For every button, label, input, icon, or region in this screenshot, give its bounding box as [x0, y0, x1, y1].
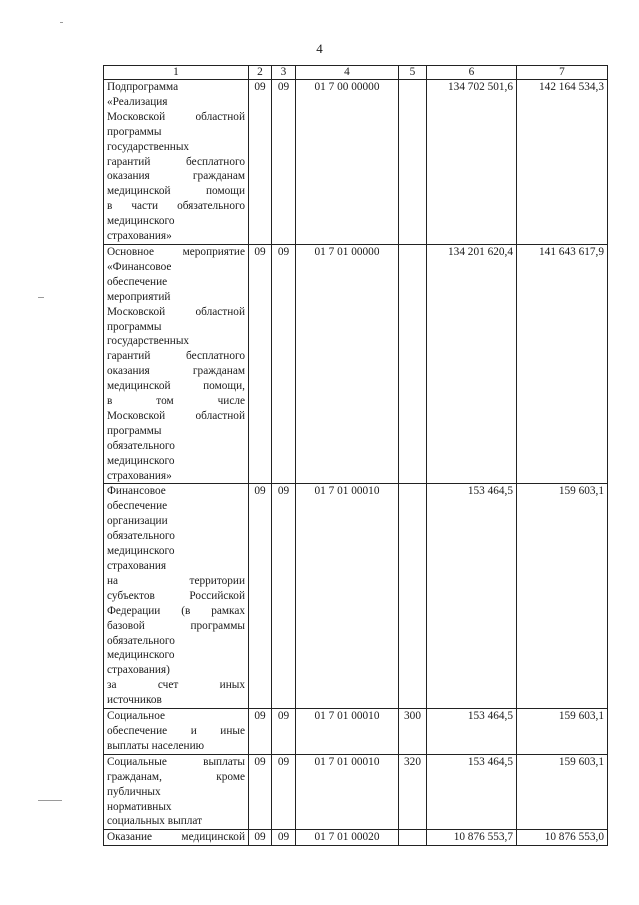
expense-type-cell: 300: [399, 709, 427, 755]
row-name-line: программы: [107, 424, 162, 437]
row-name-line: в части обязательного: [107, 200, 245, 213]
row-name-line: нормативных: [107, 800, 172, 813]
row-name-line: государственных: [107, 335, 190, 348]
target-article-cell: 01 7 01 00020: [296, 830, 399, 846]
amount-year2-cell: 10 876 553,0: [517, 830, 608, 846]
row-name-line: обеспечение и иные: [107, 724, 245, 737]
amount-year1-cell: 10 876 553,7: [427, 830, 517, 846]
scan-mark: [38, 800, 62, 801]
column-header: 3: [272, 66, 296, 80]
row-name-line: программы: [107, 125, 162, 138]
expense-type-cell: [399, 484, 427, 709]
section-code-cell: 09: [249, 484, 272, 709]
row-name-line: Московской областной: [107, 409, 245, 422]
row-name-line: в том числе: [107, 395, 245, 408]
row-name-line: медицинского: [107, 545, 175, 558]
column-header: 2: [249, 66, 272, 80]
row-name-cell: [104, 80, 249, 245]
row-name-line: Основное мероприятие: [107, 245, 245, 258]
row-name-line: Социальное: [107, 710, 166, 723]
section-code-cell: 09: [249, 830, 272, 846]
row-name-line: медицинского: [107, 649, 175, 662]
row-name-line: Подпрограмма: [107, 81, 179, 93]
amount-year2-cell: 159 603,1: [517, 484, 608, 709]
row-name-cell: [104, 754, 249, 830]
section-code-cell: 09: [249, 244, 272, 484]
row-name-line: Московской областной: [107, 305, 245, 318]
expense-type-cell: [399, 830, 427, 846]
row-name-cell: [104, 830, 249, 846]
row-name-line: гарантий бесплатного: [107, 350, 245, 363]
subsection-code-cell: 09: [272, 484, 296, 709]
row-name-line: организации: [107, 515, 168, 528]
amount-year1-cell: 153 464,5: [427, 709, 517, 755]
section-code-cell: 09: [249, 754, 272, 830]
subsection-code-cell: 09: [272, 244, 296, 484]
row-name-line: медицинской помощи,: [107, 380, 245, 393]
row-name-line: Оказание медицинской: [107, 831, 245, 844]
target-article-cell: 01 7 01 00010: [296, 484, 399, 709]
page-number: 4: [316, 41, 323, 56]
column-header: 5: [399, 66, 427, 80]
row-name-line: обязательного: [107, 439, 175, 452]
table-row: [104, 244, 608, 484]
row-name-line: обеспечение: [107, 275, 168, 288]
row-name-line: государственных: [107, 140, 190, 153]
row-name-line: Федерации (в рамках: [107, 604, 245, 617]
row-name-line: выплаты населению: [107, 739, 205, 752]
column-header: 4: [296, 66, 399, 80]
row-name-line: медицинской помощи: [107, 185, 245, 198]
target-article-cell: 01 7 01 00010: [296, 754, 399, 830]
target-article-cell: 01 7 00 00000: [296, 80, 399, 245]
row-name-line: обеспечение: [107, 500, 168, 513]
row-name-line: субъектов Российской: [107, 589, 245, 602]
row-name-cell: [104, 484, 249, 709]
expense-type-cell: 320: [399, 754, 427, 830]
amount-year1-cell: 153 464,5: [427, 754, 517, 830]
subsection-code-cell: 09: [272, 709, 296, 755]
table-header-row: [104, 66, 608, 80]
section-code-cell: 09: [249, 80, 272, 245]
row-name-line: страхования»: [107, 230, 172, 243]
table-row: [104, 80, 608, 245]
row-name-line: «Реализация: [107, 95, 168, 108]
amount-year2-cell: 141 643 617,9: [517, 244, 608, 484]
row-name-line: обязательного: [107, 530, 175, 543]
row-name-line: Московской областной: [107, 110, 245, 123]
row-name-line: программы: [107, 320, 162, 333]
scan-mark: [38, 297, 44, 298]
table-row: [104, 709, 608, 755]
target-article-cell: 01 7 01 00010: [296, 709, 399, 755]
target-article-cell: 01 7 01 00000: [296, 244, 399, 484]
column-header: 1: [104, 66, 249, 80]
row-name-cell: [104, 709, 249, 755]
amount-year1-cell: 134 702 501,6: [427, 80, 517, 245]
amount-year2-cell: 159 603,1: [517, 754, 608, 830]
column-header: 7: [517, 66, 608, 80]
row-name-line: гражданам, кроме: [107, 770, 245, 783]
row-name-line: базовой программы: [107, 619, 245, 632]
row-name-line: гарантий бесплатного: [107, 155, 245, 168]
column-header: 6: [427, 66, 517, 80]
row-name-line: мероприятий: [107, 290, 171, 303]
row-name-line: оказания гражданам: [107, 365, 245, 378]
row-name-line: страхования): [107, 664, 170, 677]
table-row: [104, 754, 608, 830]
table-row: [104, 830, 608, 846]
expense-type-cell: [399, 244, 427, 484]
row-name-line: Социальные выплаты: [107, 755, 245, 768]
row-name-line: обязательного: [107, 634, 175, 647]
scan-mark: [60, 22, 63, 23]
table-row: [104, 484, 608, 709]
section-code-cell: 09: [249, 709, 272, 755]
amount-year2-cell: 142 164 534,3: [517, 80, 608, 245]
subsection-code-cell: 09: [272, 830, 296, 846]
row-name-line: «Финансовое: [107, 260, 172, 273]
row-name-line: оказания гражданам: [107, 170, 245, 183]
row-name-line: на территории: [107, 574, 245, 587]
row-name-cell: [104, 244, 249, 484]
row-name-line: страхования: [107, 560, 167, 572]
row-name-line: публичных: [107, 785, 161, 798]
amount-year1-cell: 134 201 620,4: [427, 244, 517, 484]
row-name-line: страхования»: [107, 469, 172, 482]
budget-table: [103, 65, 608, 846]
amount-year2-cell: 159 603,1: [517, 709, 608, 755]
row-name-line: за счет иных: [107, 679, 245, 692]
row-name-line: Финансовое: [107, 485, 166, 498]
row-name-line: источников: [107, 694, 162, 707]
subsection-code-cell: 09: [272, 80, 296, 245]
row-name-line: медицинского: [107, 215, 175, 228]
amount-year1-cell: 153 464,5: [427, 484, 517, 709]
row-name-line: медицинского: [107, 454, 175, 467]
expense-type-cell: [399, 80, 427, 245]
row-name-line: социальных выплат: [107, 815, 203, 828]
subsection-code-cell: 09: [272, 754, 296, 830]
